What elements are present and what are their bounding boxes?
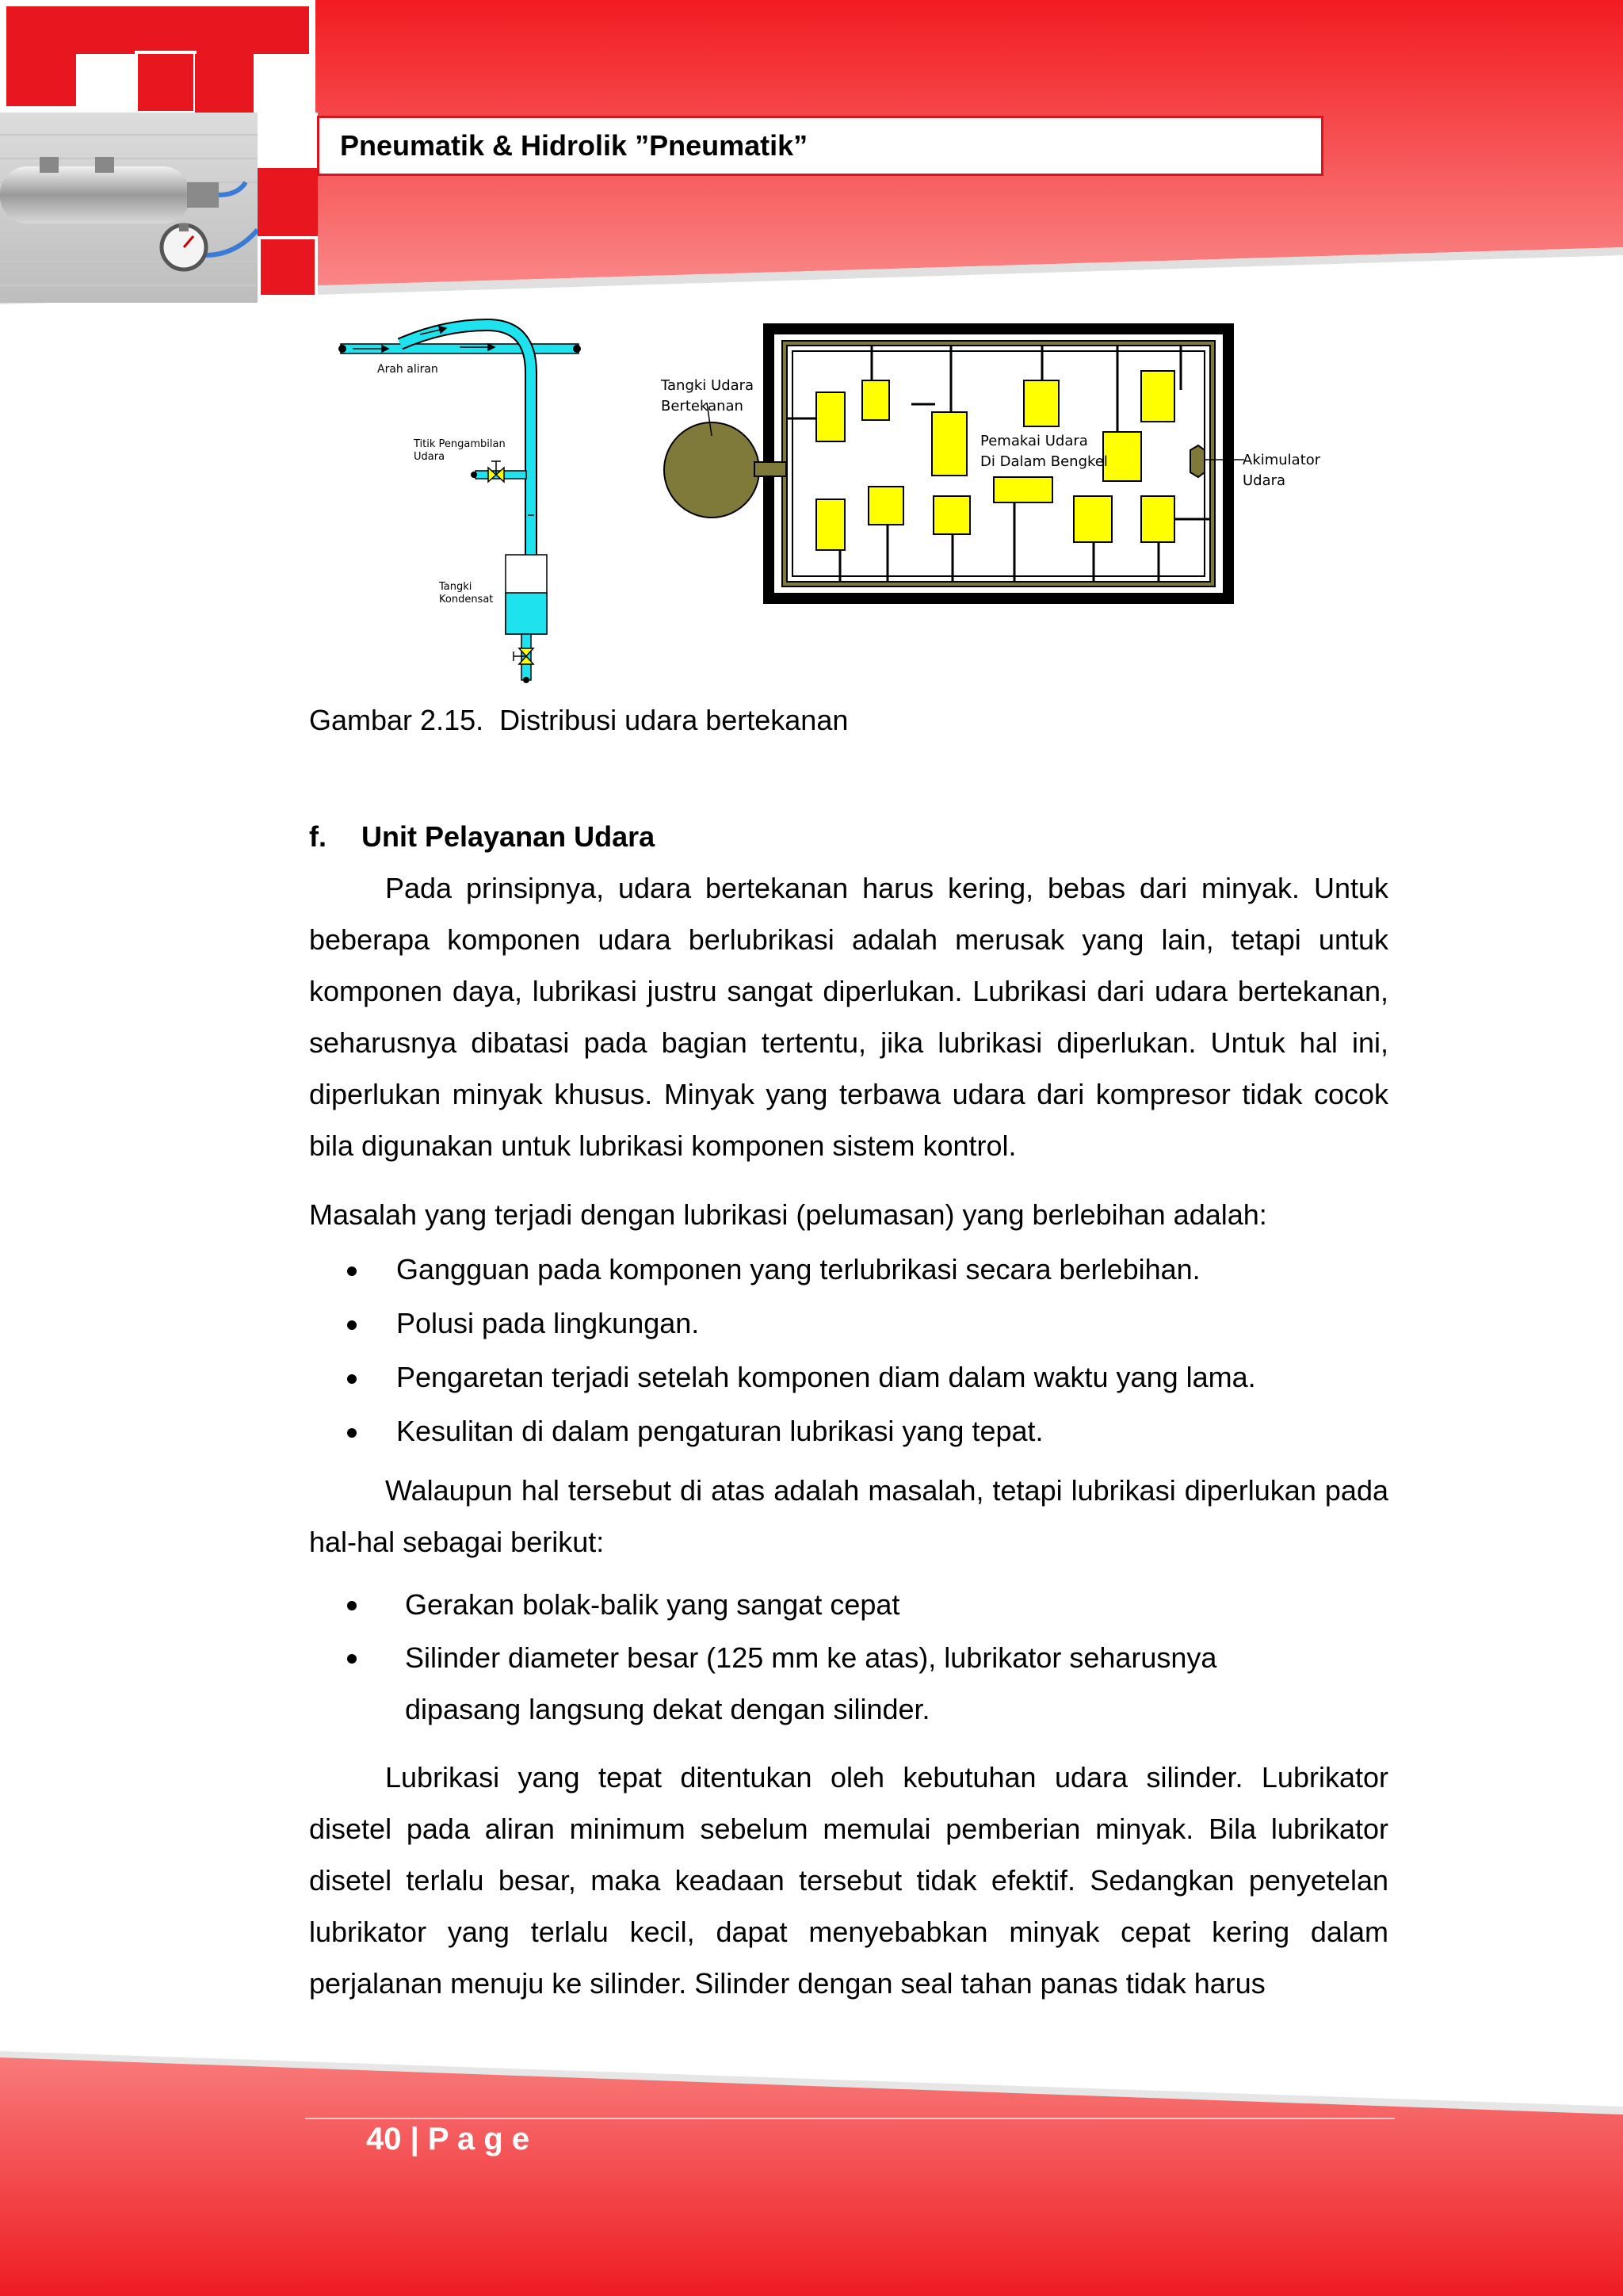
paragraph-3 — [309, 1465, 1388, 1568]
condensate-tank-label: Tangki — [439, 581, 472, 593]
paragraph-2 — [309, 1189, 1388, 1240]
list-item: Gerakan bolak-balik yang sangat cepat — [309, 1579, 1388, 1630]
pressure-tank-label: Tangki Udara — [661, 377, 754, 394]
bullet-icon — [347, 1320, 357, 1330]
footer-banner — [0, 2045, 1623, 2296]
paragraph-2-text: Masalah yang terjadi dengan lubrikasi (pelumasan) yang berlebihan adalah: — [309, 1198, 1267, 1231]
paragraph-4 — [309, 1752, 1388, 2009]
section-heading — [309, 811, 655, 862]
paragraph-3-text: Walaupun hal tersebut di atas adalah masalah, tetapi lubrikasi diperlukan pada hal-hal sebagai berikut: — [309, 1474, 1388, 1558]
plant-air-distribution-diagram — [650, 317, 1323, 610]
page-number: 40 | P a g e — [366, 2122, 530, 2157]
bullet-icon — [347, 1428, 357, 1438]
list-item: Pengaretan terjadi setelah komponen diam dalam waktu yang lama. — [309, 1350, 1388, 1404]
tapping-point-label: Titik Pengambilan — [414, 438, 506, 450]
flow-direction-label: Arah aliran — [377, 363, 438, 376]
paragraph-1-text: Pada prinsipnya, udara bertekanan harus kering, bebas dari minyak. Untuk beberapa komponen udara berlubrikasi adalah merusak yang lain, tetapi untuk komponen daya, lubrikasi justru sangat diperlukan. Lubrikasi dari udara bertekanan, seharusnya dibatasi pada bagian tertentu, jika lubrikasi diperlukan. Untuk hal ini, diperlukan minyak khusus. Minyak yang terbawa udara dari kompresor tidak cocok bila digunakan untuk lubrikasi komponen sistem kontrol. — [309, 872, 1388, 1162]
list-item: Gangguan pada komponen yang terlubrikasi secara berlebihan. — [309, 1243, 1388, 1297]
consumers-label: Pemakai Udara — [980, 433, 1088, 449]
accumulator-label-2: Udara — [1243, 472, 1286, 489]
condensate-tank-label-2: Kondensat — [439, 594, 494, 606]
header-title-box — [317, 116, 1323, 176]
figure-caption: Gambar 2.15. Distribusi udara bertekanan — [309, 704, 849, 736]
bullet-icon — [347, 1601, 357, 1610]
requirements-list — [309, 1579, 1388, 1735]
bullet-icon — [347, 1266, 357, 1276]
list-item: Silinder diameter besar (125 mm ke atas), lubrikator seharusnya dipasang langsung dekat dengan silinder. — [309, 1632, 1388, 1735]
list-item: Polusi pada lingkungan. — [309, 1297, 1388, 1350]
section-title: Unit Pelayanan Udara — [361, 820, 655, 853]
pressure-tank-label-2: Bertekanan — [661, 398, 743, 415]
pipe-branch-diagram — [333, 317, 586, 686]
bullet-icon — [347, 1654, 357, 1664]
section-marker: f. — [309, 820, 327, 853]
problems-list — [309, 1243, 1388, 1458]
tapping-point-label-2: Udara — [414, 451, 445, 463]
bullet-icon — [347, 1374, 357, 1384]
accumulator-label: Akimulator — [1243, 452, 1321, 468]
header-title: Pneumatik & Hidrolik ”Pneumatik” — [340, 129, 808, 162]
consumers-label-2: Di Dalam Bengkel — [980, 453, 1108, 470]
paragraph-1 — [309, 862, 1388, 1171]
footer-divider — [305, 2118, 1395, 2119]
list-item: Kesulitan di dalam pengaturan lubrikasi yang tepat. — [309, 1404, 1388, 1458]
paragraph-4-text: Lubrikasi yang tepat ditentukan oleh kebutuhan udara silinder. Lubrikator disetel pada aliran minimum sebelum memulai pemberian minyak. Bila lubrikator disetel terlalu besar, maka keadaan tersebut tidak efektif. Sedangkan penyetelan lubrikator yang terlalu kecil, dapat menyebabkan minyak cepat kering dalam perjalanan menuju ke silinder. Silinder dengan seal tahan panas tidak harus — [309, 1761, 1388, 2000]
